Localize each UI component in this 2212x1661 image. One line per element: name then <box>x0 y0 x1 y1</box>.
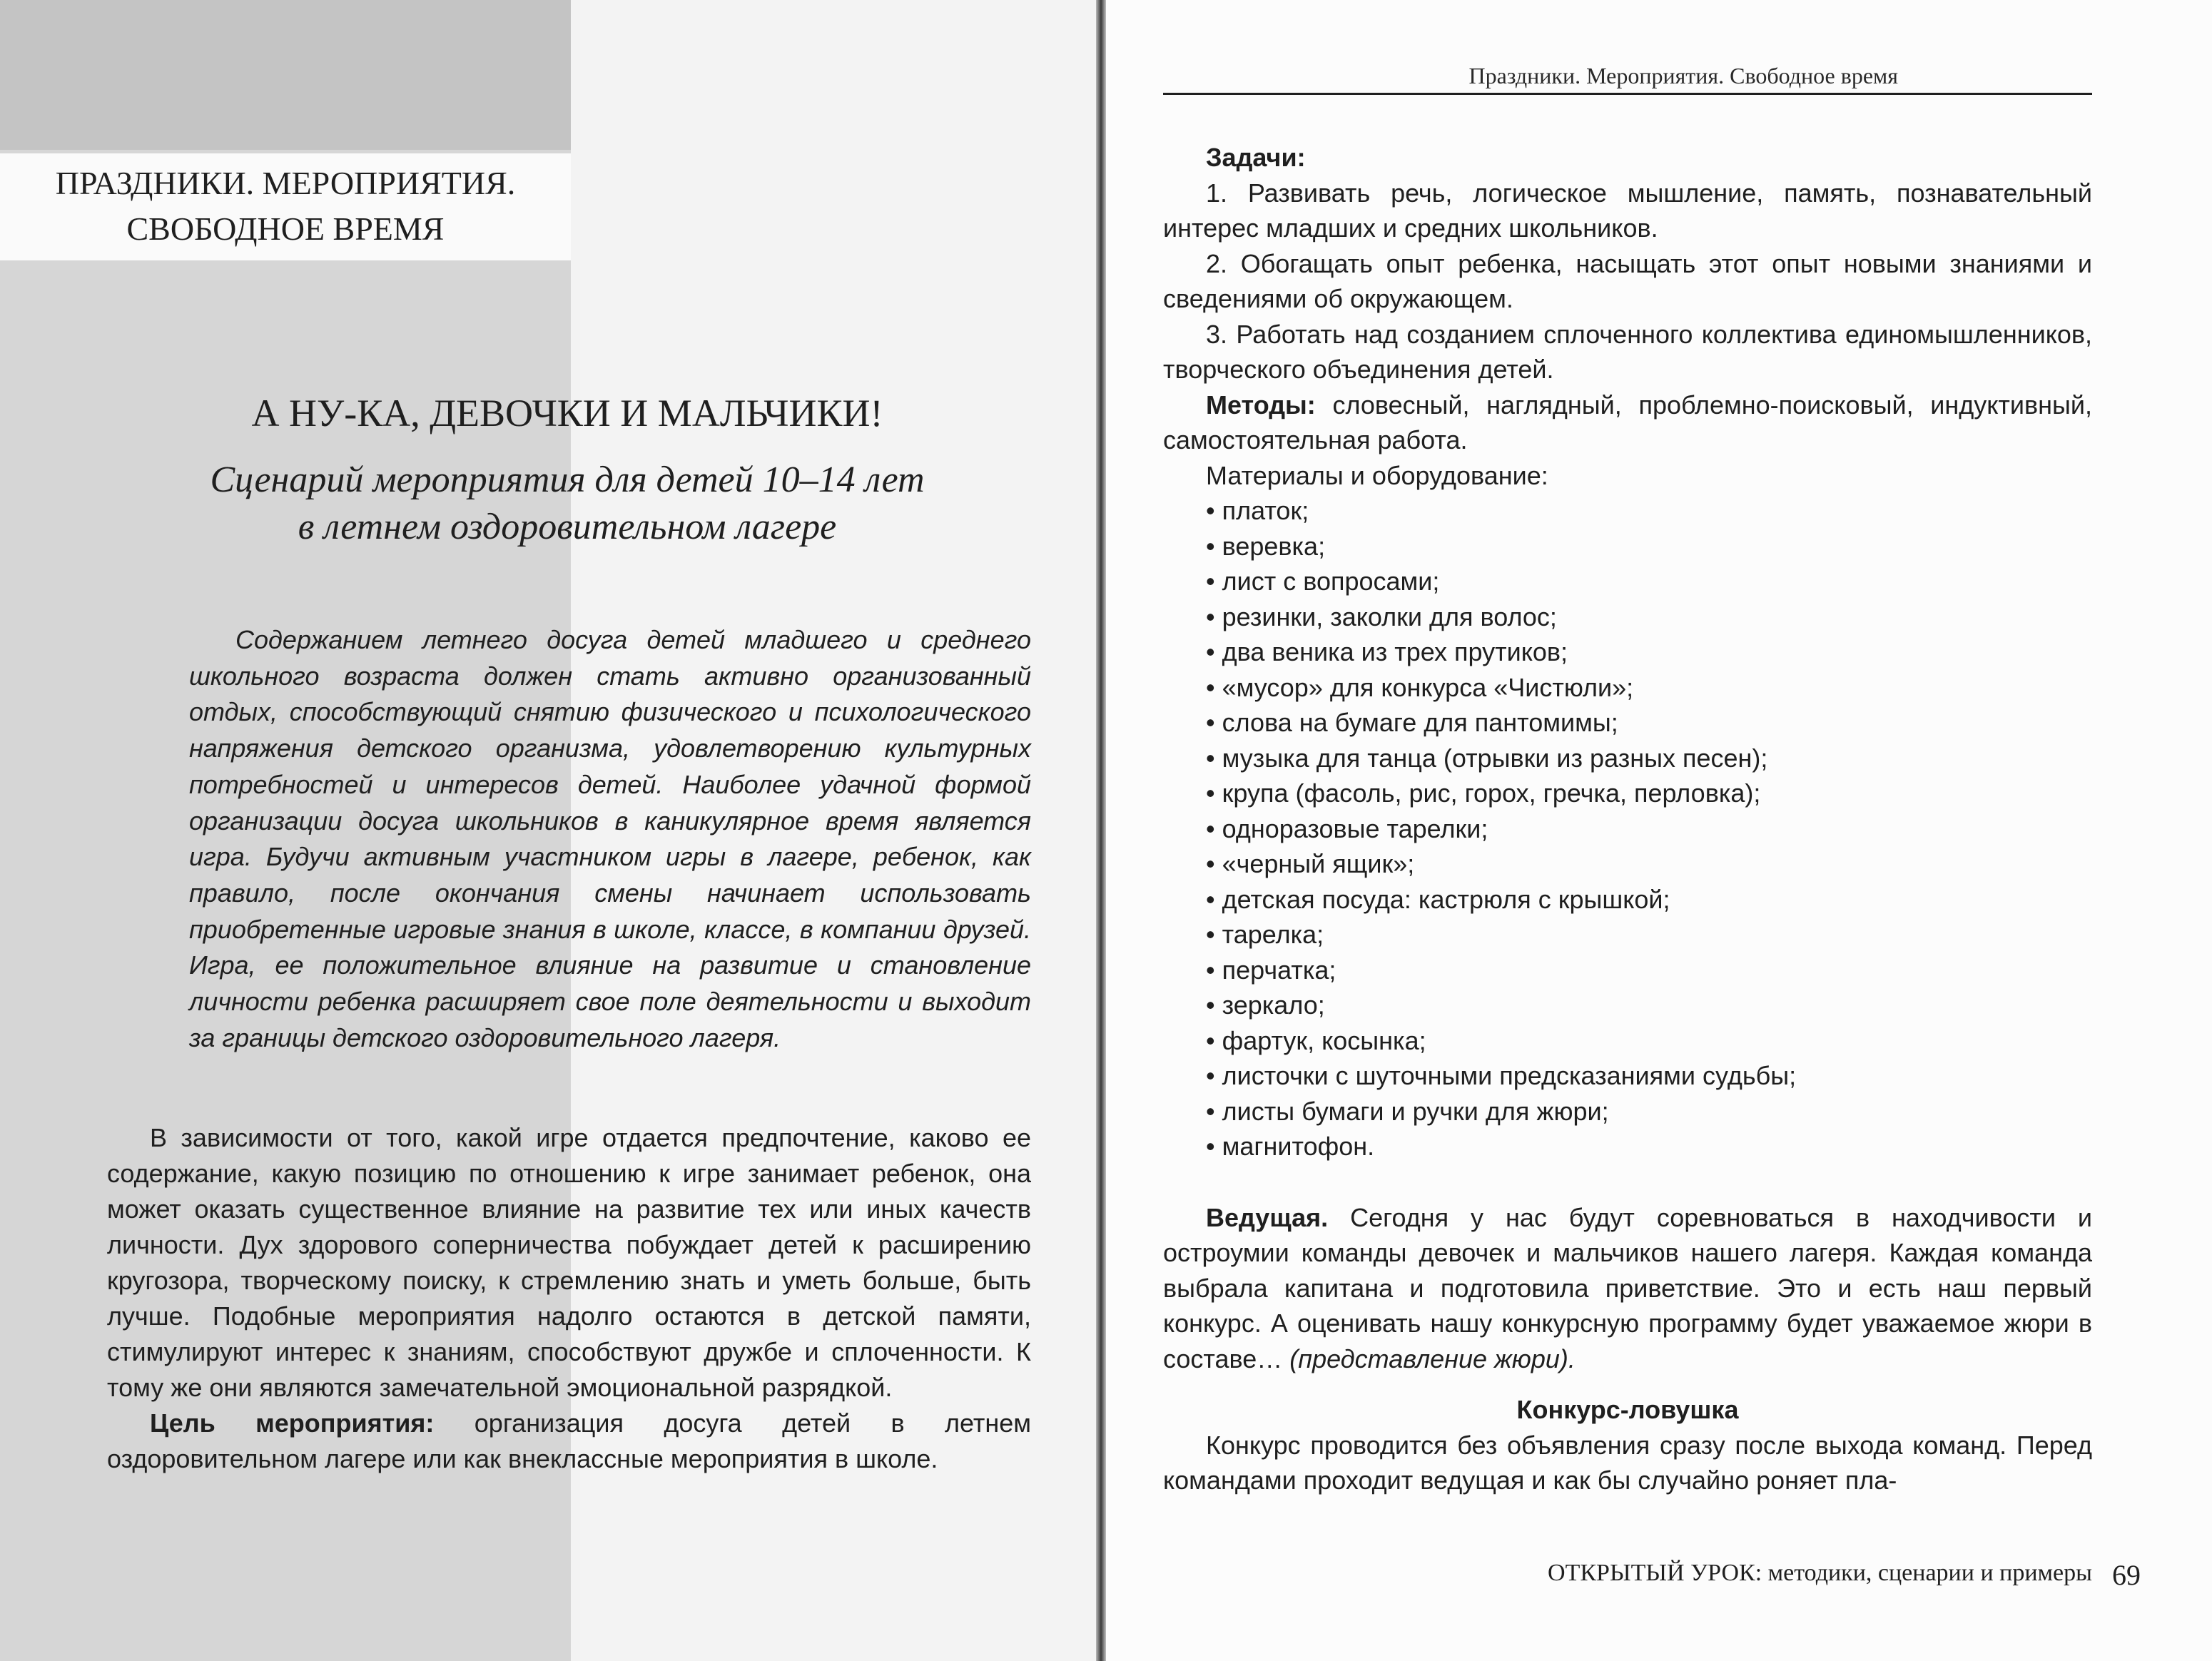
list-item: • магнитофон. <box>1206 1129 2092 1164</box>
page-shadow-top <box>0 0 571 150</box>
list-item: • «мусор» для конкурса «Чистюли»; <box>1206 670 2092 706</box>
page-number: 69 <box>2112 1559 2141 1591</box>
list-item: • зеркало; <box>1206 987 2092 1023</box>
left-body <box>107 1120 1031 1477</box>
task-item: 2. Обогащать опыт ребенка, насыщать этот опыт новыми знаниями и сведениями об окружающем. <box>1163 248 2092 313</box>
left-page <box>0 0 1096 1661</box>
book-spine <box>1096 0 1106 1661</box>
list-item: • музыка для танца (отрывки из разных песен); <box>1206 741 2092 776</box>
list-item: • фартук, косынка; <box>1206 1023 2092 1059</box>
header-rule <box>1163 93 2092 95</box>
article-title: А НУ-КА, ДЕВОЧКИ И МАЛЬЧИКИ! <box>251 392 883 435</box>
article-subtitle <box>100 457 1035 551</box>
task-item: 3. Работать над созданием сплоченного коллектива единомышленников, творческого объединения детей. <box>1163 319 2092 384</box>
right-page <box>1106 0 2212 1661</box>
running-head: Праздники. Мероприятия. Свободное время <box>1468 63 1898 88</box>
materials-list <box>1163 493 2092 1164</box>
host-paragraph <box>1163 1200 2092 1377</box>
list-item: • листочки с шуточными предсказаниями судьбы; <box>1206 1058 2092 1094</box>
goal-label: Цель мероприятия: <box>150 1408 435 1438</box>
intro-text: Содержанием летнего досуга детей младшего и среднего школьного возраста должен стать активно организованный отдых, способствующий снятию физического и психологического напряжения детского организма, удовлетворению культурных потребностей и интересов детей. Наиболее удачной формой организации досуга школьников в каникулярное время является игра. Будучи активным участником игры в лагере, ребенок, как правило, после окончания смены начинает использовать приобретенные игровые знания в школе, классе, в компании друзей. Игра, ее положительное влияние на развитие и становление личности ребенка расширяет свое поле деятельности и выходит за границы детского оздоровительного лагеря. <box>189 625 1031 1052</box>
list-item: • веревка; <box>1206 529 2092 564</box>
section-title-line-2: СВОБОДНОЕ ВРЕМЯ <box>126 210 445 247</box>
list-item: • детская посуда: кастрюля с крышкой; <box>1206 882 2092 918</box>
materials-heading: Материалы и оборудование: <box>1206 460 1548 490</box>
page-footer: ОТКРЫТЫЙ УРОК: методики, сценарии и примеры <box>1548 1560 2092 1586</box>
host-text: Сегодня у нас будут соревноваться в находчивости и остроумии команды девочек и мальчиков нашего лагеря. Каждая команда выбрала капитана и подготовила приветствие. Это и есть наш первый конкурс. А оценивать нашу конкурсную программу будет уважаемое жюри в составе… <box>1163 1202 2092 1373</box>
paragraph-influence: В зависимости от того, какой игре отдается предпочтение, каково ее содержание, какую позицию по отношению к игре занимает ребенок, она может оказать существенное влияние на развитие тех или иных качеств личности. Дух здорового соперничества побуждает детей к расширению кругозора, творческому поиску, к стремлению знать и уметь больше, быть лучше. Подобные мероприятия надолго остаются в детской памяти, стимулируют интерес к знаниям, способствуют дружбе и сплоченности. К тому же они являются замечательной эмоциональной разрядкой. <box>107 1123 1031 1402</box>
paragraph-goal <box>107 1406 1031 1477</box>
subtitle-line-2: в летнем оздоровительном лагере <box>298 507 837 547</box>
list-item: • платок; <box>1206 493 2092 529</box>
list-item: • листы бумаги и ручки для жюри; <box>1206 1094 2092 1129</box>
contest-paragraph: Конкурс проводится без объявления сразу после выхода команд. Перед командами проходит ведущая и как бы случайно роняет пла- <box>1163 1430 2092 1495</box>
list-item: • одноразовые тарелки; <box>1206 811 2092 847</box>
list-item: • слова на бумаге для пантомимы; <box>1206 705 2092 741</box>
list-item: • два веника из трех прутиков; <box>1206 634 2092 670</box>
list-item: • тарелка; <box>1206 917 2092 953</box>
methods-label: Методы: <box>1206 390 1316 420</box>
host-label: Ведущая. <box>1206 1202 1329 1232</box>
tasks-heading: Задачи: <box>1206 143 1306 172</box>
section-title <box>0 153 571 260</box>
list-item: • «черный ящик»; <box>1206 846 2092 882</box>
section-title-line-1: ПРАЗДНИКИ. МЕРОПРИЯТИЯ. <box>55 165 516 201</box>
list-item: • перчатка; <box>1206 953 2092 988</box>
methods-paragraph <box>1163 387 2092 458</box>
spacer <box>1163 1376 2092 1392</box>
list-item: • резинки, заколки для волос; <box>1206 599 2092 635</box>
spacer <box>1163 1164 2092 1200</box>
list-item: • лист с вопросами; <box>1206 564 2092 599</box>
right-body <box>1163 140 2092 1498</box>
host-italic: (представление жюри). <box>1289 1343 1576 1373</box>
methods-text: словесный, наглядный, проблемно-поисковый, индуктивный, самостоятельная работа. <box>1163 390 2092 454</box>
intro-paragraph <box>189 622 1031 1056</box>
list-item: • крупа (фасоль, рис, горох, гречка, перловка); <box>1206 776 2092 811</box>
task-item: 1. Развивать речь, логическое мышление, память, познавательный интерес младших и средних школьников. <box>1163 178 2092 243</box>
goal-text: организация досуга детей в летнем оздоровительном лагере или как внеклассные мероприятия в школе. <box>107 1408 1031 1473</box>
contest-heading: Конкурс-ловушка <box>1516 1395 1739 1424</box>
subtitle-line-1: Сценарий мероприятия для детей 10–14 лет <box>210 459 925 500</box>
